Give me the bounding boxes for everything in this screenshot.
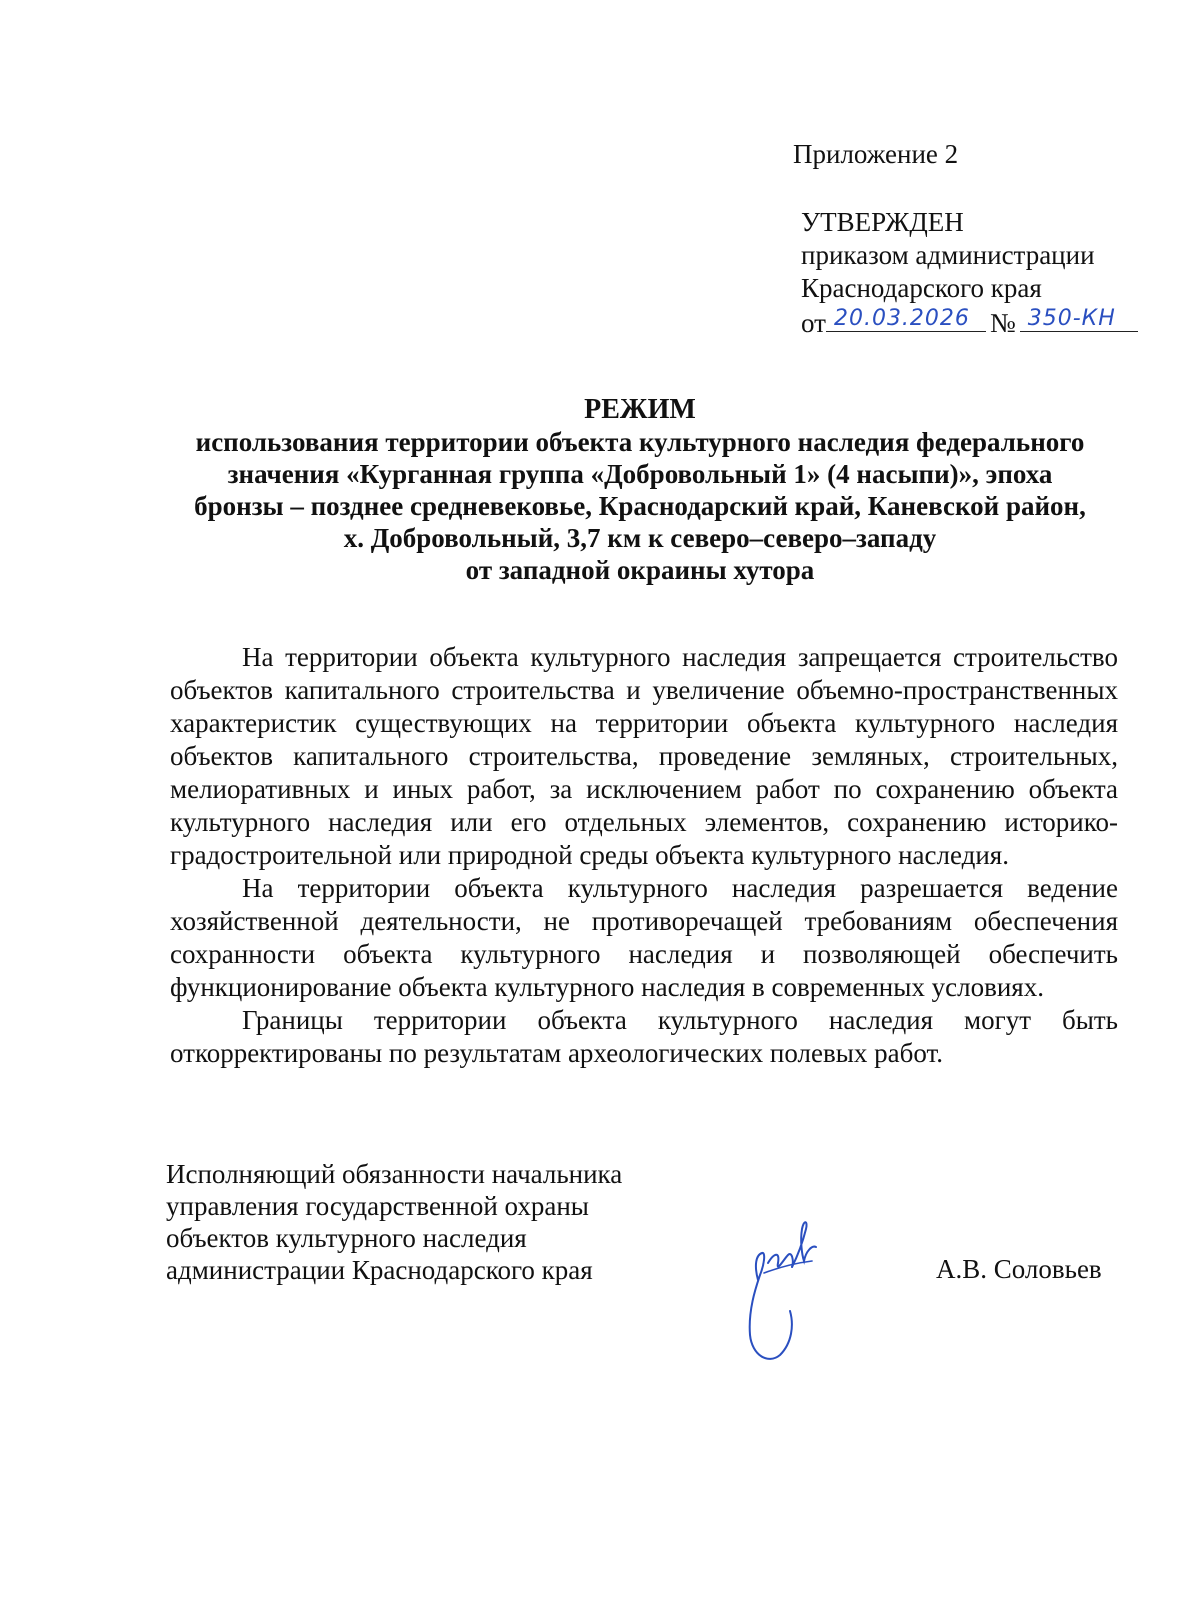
signer-position-line-1: Исполняющий обязанности начальника: [166, 1159, 623, 1189]
body-paragraph-3: Границы территории объекта культурного наследия могут быть откорректированы по результатам археологических полевых работ.: [170, 1005, 1118, 1068]
signer-position: [166, 1158, 622, 1286]
order-number-label: №: [989, 308, 1016, 338]
signer-position-line-3: объектов культурного наследия: [166, 1223, 527, 1253]
title-line-5: от западной окраины хутора: [465, 555, 815, 585]
signer-name: А.В. Соловьев: [936, 1254, 1102, 1284]
approved-by-line-1: приказом администрации: [801, 240, 1095, 270]
signer-position-line-4: администрации Краснодарского края: [166, 1255, 593, 1285]
signer-position-line-2: управления государственной охраны: [166, 1191, 589, 1221]
title-line-3: бронзы – позднее средневековье, Краснодарский край, Каневской район,: [194, 491, 1086, 521]
handwritten-signature: [740, 1215, 850, 1375]
title-heading: РЕЖИМ: [584, 394, 696, 425]
document-body: [170, 641, 1118, 1070]
order-date-field: [826, 305, 986, 332]
order-number-field: [1020, 305, 1138, 332]
title-line-2: значения «Курганная группа «Добровольный 1» (4 насыпи)», эпоха: [227, 459, 1053, 489]
title-line-1: использования территории объекта культурного наследия федерального: [195, 427, 1085, 457]
body-paragraph-2: На территории объекта культурного наследия разрешается ведение хозяйственной деятельности, не противоречащей требованиям обеспечения сохранности объекта культурного наследия и позволяющей обеспечить функционирование объекта культурного наследия в современных условиях.: [170, 873, 1118, 1002]
order-reference-line: [801, 305, 1138, 340]
approved-heading: УТВЕРЖДЕН: [801, 207, 964, 237]
appendix-label: Приложение 2: [793, 139, 959, 169]
approved-by-line-2: Краснодарского края: [801, 273, 1042, 303]
body-paragraph-1: На территории объекта культурного наследия запрещается строительство объектов капитального строительства и увеличение объемно-пространственных характеристик существующих на территории объекта культурного наследия объектов капитального строительства, проведение земляных, строительных, мелиоративных и иных работ, за исключением работ по сохранению объекта культурного наследия или его отдельных элементов, сохранению историко-градостроительной или природной среды объекта культурного наследия.: [170, 642, 1118, 870]
approval-stamp-block: [801, 206, 1138, 340]
order-number-handwritten: 350-КН: [1027, 306, 1116, 331]
document-title: [160, 394, 1120, 586]
order-from-label: от: [801, 308, 826, 338]
title-line-4: х. Добровольный, 3,7 км к северо–северо–западу: [343, 523, 937, 553]
order-date-handwritten: 20.03.2026: [833, 306, 970, 331]
